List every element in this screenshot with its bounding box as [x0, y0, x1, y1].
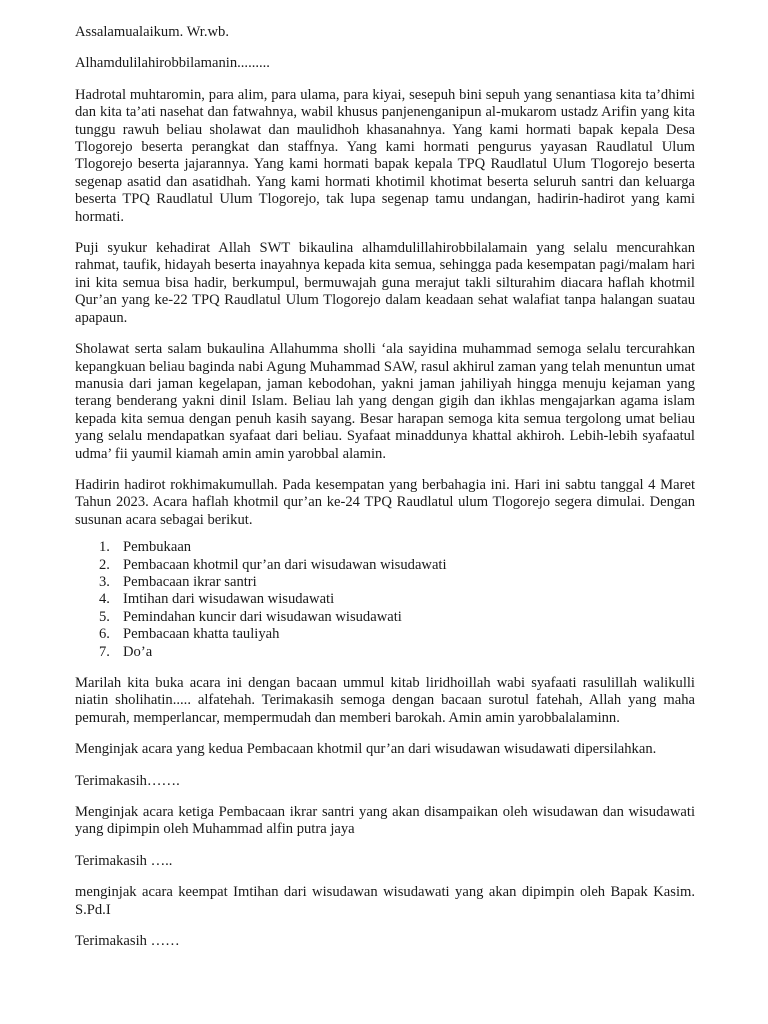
agenda-text: Imtihan dari wisudawan wisudawati: [123, 591, 335, 608]
thanks-3: Terimakasih ……: [75, 933, 180, 950]
agenda-text: Pembukaan: [123, 539, 192, 556]
agenda-item: [75, 574, 695, 591]
agenda-number: 7.: [99, 643, 110, 660]
agenda-number: 5.: [99, 608, 110, 625]
paragraph-salutation: Hadrotal muhtaromin, para alim, para ulama, para kiyai, sesepuh bini sepuh yang senantiasa kita ta’dhimi dan kita ta’ati nasehat dan fatwahnya, wabil khusus panjenenganipun al-mukarom ustadz Arifin yang kita tunggu rawuh beliau sholawat dan maulidhoh khasanahnya. Yang kami hormati bapak kepala Desa Tlogorejo beserta perangkat dan staffnya. Yang kami hormati pengurus yayasan Raudlatul Ulum Tlogorejo beserta jajarannya. Yang kami hormati bapak kepala TPQ Raudlatul Ulum Tlogorejo beserta segenap asatid dan asatidhah. Yang kami hormati khotimil khotimat beserta seluruh santri dan keluarga beserta TPQ Raudlatul Ulum Tlogorejo, tak lupa segenap tamu undangan, hadirin-hadirot yang kami hormati.: [75, 86, 695, 225]
agenda-list: [75, 539, 695, 661]
agenda-text: Pemindahan kuncir dari wisudawan wisudawati: [123, 608, 402, 625]
agenda-text: Do’a: [123, 643, 153, 660]
agenda-item: [75, 626, 695, 643]
agenda-number: 6.: [99, 626, 110, 643]
hamdalah: Alhamdulilahirobbilamanin.........: [75, 55, 270, 72]
agenda-number: 4.: [99, 591, 110, 608]
paragraph-fatehah: Marilah kita buka acara ini dengan bacaan ummul kitab liridhoillah wabi syafaati rasulillah walikulli niatin sholihatin..... alfatehah. Terimakasih semoga dengan bacaan surotul fatehah, Allah yang maha pemurah, memperlancar, mempermudah dan memberi barokah. Amin amin yarobbalalaminn.: [75, 675, 695, 726]
agenda-item: [75, 557, 695, 574]
thanks-1: Terimakasih…….: [75, 772, 180, 789]
paragraph-fourth-agenda: menginjak acara keempat Imtihan dari wisudawan wisudawati yang akan dipimpin oleh Bapak Kasim. S.Pd.I: [75, 884, 695, 918]
agenda-item: [75, 591, 695, 608]
greeting: Assalamualaikum. Wr.wb.: [75, 24, 229, 40]
agenda-item: [75, 609, 695, 626]
paragraph-second-agenda: Menginjak acara yang kedua Pembacaan khotmil qur’an dari wisudawan wisudawati dipersilahkan.: [75, 741, 657, 758]
agenda-item: [75, 539, 695, 556]
agenda-text: Pembacaan ikrar santri: [123, 573, 257, 590]
paragraph-gratitude: Puji syukur kehadirat Allah SWT bikaulina alhamdulillahirobbilalamain yang selalu mencurahkan rahmat, taufik, hidayah beserta inayahnya kepada kita semua, sehingga pada kesempatan pagi/malam hari ini kita semua bisa hadir, berkumpul, bermuwajah guna merajut takli silturahim diacara haflah khotmil Qur’an yang ke-22 TPQ Raudlatul Ulum Tlogorejo dalam keadaan sehat walafiat tanpa halangan suatau apapaun.: [75, 240, 695, 326]
agenda-text: Pembacaan khatta tauliyah: [123, 626, 280, 643]
agenda-number: 2.: [99, 556, 110, 573]
agenda-item: [75, 644, 695, 661]
agenda-text: Pembacaan khotmil qur’an dari wisudawan wisudawati: [123, 556, 447, 573]
paragraph-opening: Hadirin hadirot rokhimakumullah. Pada kesempatan yang berbahagia ini. Hari ini sabtu tanggal 4 Maret Tahun 2023. Acara haflah khotmil qur’an ke-24 TPQ Raudlatul ulum Tlogorejo segera dimulai. Dengan susunan acara sebagai berikut.: [75, 476, 695, 528]
agenda-number: 3.: [99, 573, 110, 590]
paragraph-third-agenda: Menginjak acara ketiga Pembacaan ikrar santri yang akan disampaikan oleh wisudawan dan wisudawati yang dipimpin oleh Muhammad alfin putra jaya: [75, 804, 695, 838]
thanks-2: Terimakasih …..: [75, 852, 173, 869]
paragraph-sholawat: Sholawat serta salam bukaulina Allahumma sholli ‘ala sayidina muhammad semoga selalu tercurahkan kepangkuan beliau baginda nabi Agung Muhammad SAW, rasul akhirul zaman yang telah menuntun umat manusia dari jaman kegelapan, jaman kebodohan, yakni jaman jahiliyah hingga menuju kejaman yang terang benderang yakni dinil Islam. Beliau lah yang dengan gigih dan ikhlas mengajarkan agama islam kepada kita semua dengan penuh kasih sayang. Besar harapan semoga kita semua tergolong umat beliau yang selalu mendapatkan syafaat dari beliau. Syafaat minaddunya khattal akhiroh. Lebih-lebih syafaatul udma’ fii yaumil kiamah amin amin yarobbal alamin.: [75, 341, 695, 462]
agenda-number: 1.: [99, 539, 110, 556]
